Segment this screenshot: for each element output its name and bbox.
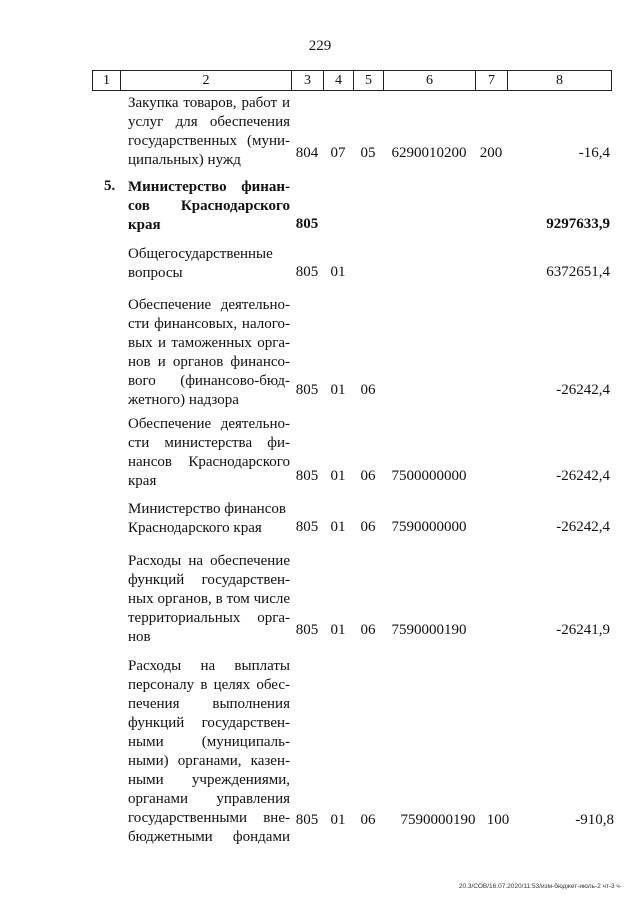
header-col-2: 2: [121, 71, 292, 90]
row-code-3: 805: [295, 622, 319, 638]
header-col-3: 3: [292, 71, 324, 90]
row-code-6: 7500000000: [391, 468, 467, 484]
row-code-4: 01: [330, 622, 346, 638]
row-code-4: 01: [330, 382, 346, 398]
header-col-5: 5: [354, 71, 384, 90]
row-code-4: 01: [330, 468, 346, 484]
row-amount: -910,8: [575, 812, 614, 828]
row-code-5: 06: [360, 519, 376, 535]
row-code-6: 6290010200: [391, 145, 467, 161]
row-amount: -26242,4: [556, 468, 610, 484]
row-name: Общегосударственные вопросы: [128, 246, 273, 281]
row-code-7: 200: [479, 145, 503, 161]
row-amount: 9297633,9: [546, 216, 610, 232]
header-col-6: 6: [384, 71, 476, 90]
row-amount: -16,4: [578, 145, 610, 161]
row-name: Расходы на выплаты персоналу в целях обес- печения выполнения функций государствен- ными (муниципаль- ными) органами, казен- ными учреждениями, органами управления государственными вне- бюджетными фондами: [128, 658, 290, 845]
row-code-5: 05: [360, 145, 376, 161]
row-code-5: 06: [360, 812, 376, 828]
row-amount: -26241,9: [556, 622, 610, 638]
row-name: Расходы на обеспечение функций государствен- ных органов, в том числе территориальных орга- нов: [128, 553, 290, 645]
row-code-5: 06: [360, 382, 376, 398]
header-col-4: 4: [324, 71, 354, 90]
row-code-5: 06: [360, 468, 376, 484]
row-code-7: 100: [486, 812, 510, 828]
row-code-3: 805: [295, 216, 319, 232]
row-code-6: 7590000190: [391, 622, 467, 638]
row-code-3: 805: [295, 382, 319, 398]
row-amount: -26242,4: [556, 382, 610, 398]
section-number: 5.: [104, 178, 116, 194]
row-code-3: 805: [295, 468, 319, 484]
row-amount: -26242,4: [556, 519, 610, 535]
row-name: Закупка товаров, работ и услуг для обеспечения государственных (муни- ципальных) нужд: [128, 95, 290, 168]
row-code-5: 06: [360, 622, 376, 638]
row-code-3: 804: [295, 145, 319, 161]
row-name: Министерство финан- сов Краснодарского края: [128, 179, 290, 233]
row-code-6: 7590000000: [391, 519, 467, 535]
header-col-1: 1: [93, 71, 121, 90]
row-code-4: 01: [330, 812, 346, 828]
row-name: Обеспечение деятельно- сти министерства фи- нансов Краснодарского края: [128, 416, 290, 489]
row-amount: 6372651,4: [546, 264, 610, 280]
header-col-7: 7: [476, 71, 508, 90]
row-code-3: 805: [295, 519, 319, 535]
table-header: [92, 70, 612, 91]
row-code-4: 01: [330, 264, 346, 280]
row-code-3: 805: [295, 812, 319, 828]
row-code-3: 805: [295, 264, 319, 280]
row-code-4: 07: [330, 145, 346, 161]
footer-filename: 20.3/СОВ/16.07.2020/11:53/изм-бюджет-июль-2 чт-3 ч-: [458, 883, 622, 890]
row-name: Обеспечение деятельно- сти финансовых, налого- вых и таможенных орга- нов и органов финансо- вого (финансово-бюд- жетного) надзора: [128, 297, 290, 408]
row-name: Министерство финансов Краснодарского края: [128, 501, 286, 536]
row-code-6: 7590000190: [400, 812, 476, 828]
page-number: 229: [308, 38, 332, 54]
row-code-4: 01: [330, 519, 346, 535]
header-col-8: 8: [556, 73, 563, 88]
